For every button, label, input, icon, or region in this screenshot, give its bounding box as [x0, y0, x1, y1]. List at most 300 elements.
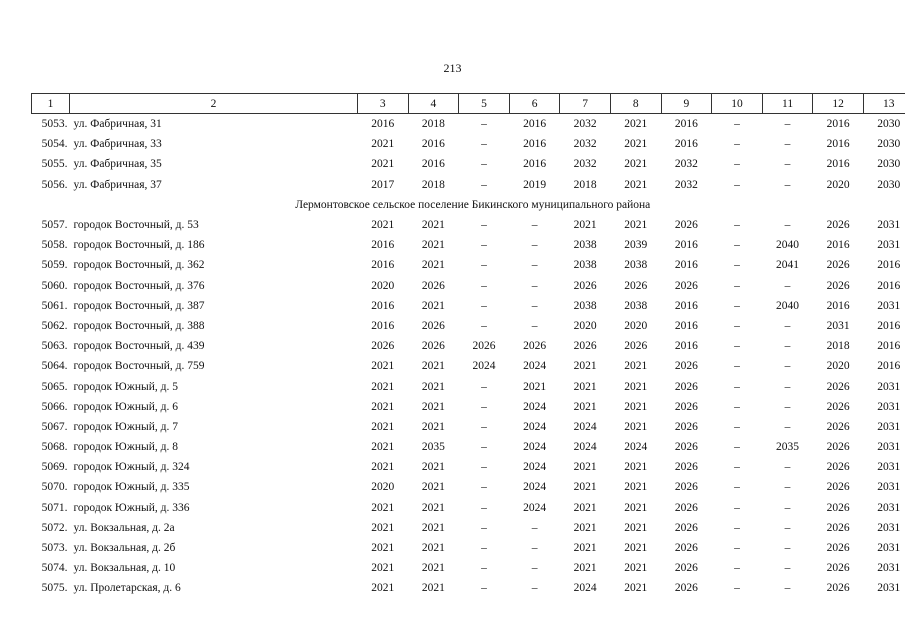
row-number: 5072. — [41, 521, 68, 534]
year-cell: 2021 — [573, 461, 597, 474]
year-cell: 2016 — [826, 138, 850, 151]
year-cell: 2038 — [573, 239, 597, 252]
year-cell: – — [531, 319, 538, 332]
year-cell: 2026 — [826, 562, 850, 575]
year-cell: 2021 — [624, 158, 648, 171]
year-cell: 2021 — [421, 542, 445, 555]
year-cell: – — [784, 501, 791, 514]
year-cell: – — [784, 340, 791, 353]
row-number: 5069. — [41, 461, 68, 474]
year-cell: – — [481, 219, 487, 232]
section-heading: Лермонтовское сельское поселение Бикинского муниципального района — [295, 198, 651, 211]
year-cell: 2021 — [421, 582, 445, 595]
table-row — [32, 356, 905, 376]
year-cell: 2026 — [674, 501, 698, 514]
row-number: 5058. — [41, 239, 68, 252]
year-cell: 2016 — [371, 319, 395, 332]
year-cell: 2016 — [421, 138, 445, 151]
year-cell: – — [481, 461, 487, 474]
year-cell: 2016 — [826, 158, 850, 171]
column-header: 8 — [610, 94, 661, 114]
year-cell: 2035 — [776, 441, 800, 454]
year-cell: – — [531, 299, 538, 312]
year-cell: 2021 — [371, 441, 395, 454]
year-cell: 2021 — [624, 542, 648, 555]
year-cell: 2024 — [573, 441, 597, 454]
year-cell: 2020 — [371, 481, 395, 494]
table-row — [32, 397, 905, 417]
row-number: 5061. — [41, 299, 68, 312]
year-cell: 2026 — [826, 501, 850, 514]
year-cell: 2026 — [421, 279, 445, 292]
year-cell: – — [784, 521, 791, 534]
address-cell: ул. Вокзальная, д. 2б — [73, 542, 176, 555]
row-number: 5060. — [41, 279, 68, 292]
address-cell: городок Восточный, д. 376 — [73, 279, 205, 292]
year-cell: – — [481, 319, 487, 332]
year-cell: 2026 — [826, 521, 850, 534]
year-cell: – — [481, 521, 487, 534]
year-cell: 2016 — [523, 118, 547, 131]
year-cell: 2016 — [877, 259, 901, 272]
year-cell: 2021 — [573, 400, 597, 413]
year-cell: 2020 — [826, 178, 850, 191]
year-cell: 2021 — [573, 219, 597, 232]
year-cell: 2031 — [877, 219, 901, 232]
year-cell: – — [481, 562, 487, 575]
table-row — [32, 417, 905, 437]
year-cell: 2021 — [573, 380, 597, 393]
row-number: 5059. — [41, 259, 68, 272]
year-cell: 2041 — [776, 259, 800, 272]
year-cell: – — [481, 420, 487, 433]
year-cell: 2032 — [573, 138, 597, 151]
year-cell: 2021 — [624, 562, 648, 575]
year-cell: 2020 — [573, 319, 597, 332]
year-cell: 2024 — [523, 441, 547, 454]
year-cell: 2016 — [371, 118, 395, 131]
address-cell: ул. Фабричная, 37 — [73, 178, 162, 191]
table-row — [32, 235, 905, 255]
year-cell: – — [531, 259, 538, 272]
column-header: 5 — [459, 94, 510, 114]
year-cell: 2018 — [573, 178, 597, 191]
repair-schedule-table — [31, 93, 905, 599]
address-cell: городок Восточный, д. 387 — [73, 299, 205, 312]
year-cell: 2021 — [371, 380, 395, 393]
year-cell: – — [784, 219, 791, 232]
year-cell: 2040 — [776, 239, 800, 252]
year-cell: 2026 — [826, 441, 850, 454]
year-cell: – — [734, 158, 740, 171]
year-cell: 2016 — [371, 239, 395, 252]
row-number: 5055. — [41, 158, 68, 171]
year-cell: 2026 — [573, 340, 597, 353]
row-number: 5073. — [41, 542, 68, 555]
year-cell: 2021 — [421, 380, 445, 393]
row-number: 5074. — [41, 562, 68, 575]
year-cell: 2026 — [674, 441, 698, 454]
year-cell: 2021 — [573, 562, 597, 575]
year-cell: 2016 — [371, 299, 395, 312]
year-cell: – — [784, 582, 791, 595]
year-cell: 2016 — [674, 239, 698, 252]
year-cell: – — [784, 138, 791, 151]
row-number: 5057. — [41, 219, 68, 232]
address-cell: городок Южный, д. 324 — [73, 461, 190, 474]
year-cell: – — [481, 400, 487, 413]
table-row — [32, 578, 905, 598]
row-number: 5066. — [41, 400, 68, 413]
year-cell: 2021 — [624, 400, 648, 413]
year-cell: 2016 — [877, 319, 901, 332]
table-row — [32, 437, 905, 457]
table-header-row — [32, 94, 905, 114]
year-cell: 2016 — [523, 138, 547, 151]
table-row — [32, 538, 905, 558]
year-cell: 2026 — [421, 340, 445, 353]
year-cell: 2026 — [674, 360, 698, 373]
year-cell: 2016 — [877, 340, 901, 353]
year-cell: 2021 — [421, 360, 445, 373]
year-cell: – — [734, 380, 740, 393]
row-number: 5053. — [41, 118, 68, 131]
year-cell: 2016 — [877, 279, 901, 292]
year-cell: 2026 — [674, 582, 698, 595]
year-cell: 2026 — [472, 340, 496, 353]
year-cell: 2031 — [877, 582, 901, 595]
year-cell: 2016 — [826, 299, 850, 312]
year-cell: 2021 — [624, 521, 648, 534]
year-cell: – — [531, 219, 538, 232]
year-cell: – — [734, 420, 740, 433]
year-cell: 2021 — [371, 360, 395, 373]
row-number: 5064. — [41, 360, 68, 373]
year-cell: 2038 — [624, 259, 648, 272]
table-row — [32, 255, 905, 275]
year-cell: 2024 — [573, 420, 597, 433]
year-cell: – — [784, 481, 791, 494]
address-cell: городок Южный, д. 6 — [73, 400, 178, 413]
year-cell: 2021 — [371, 138, 395, 151]
table-row — [32, 316, 905, 336]
year-cell: 2031 — [877, 481, 901, 494]
address-cell: городок Южный, д. 8 — [73, 441, 178, 454]
year-cell: 2021 — [421, 219, 445, 232]
year-cell: – — [784, 562, 791, 575]
year-cell: – — [784, 279, 791, 292]
year-cell: – — [481, 259, 487, 272]
year-cell: 2021 — [573, 360, 597, 373]
year-cell: – — [734, 441, 740, 454]
year-cell: 2026 — [624, 340, 648, 353]
year-cell: – — [734, 360, 740, 373]
year-cell: 2021 — [421, 259, 445, 272]
year-cell: 2016 — [523, 158, 547, 171]
table-row — [32, 336, 905, 356]
year-cell: – — [784, 158, 791, 171]
year-cell: – — [481, 299, 487, 312]
year-cell: 2031 — [877, 441, 901, 454]
year-cell: 2024 — [523, 400, 547, 413]
year-cell: 2016 — [421, 158, 445, 171]
address-cell: ул. Пролетарская, д. 6 — [73, 582, 181, 595]
row-number: 5054. — [41, 138, 68, 151]
row-number: 5065. — [41, 380, 68, 393]
table-row — [32, 457, 905, 477]
year-cell: 2039 — [624, 239, 648, 252]
year-cell: 2026 — [826, 259, 850, 272]
year-cell: 2021 — [573, 521, 597, 534]
year-cell: 2026 — [421, 319, 445, 332]
year-cell: 2021 — [421, 461, 445, 474]
row-number: 5063. — [41, 340, 68, 353]
year-cell: – — [784, 360, 791, 373]
year-cell: – — [734, 562, 740, 575]
year-cell: 2026 — [674, 542, 698, 555]
year-cell: 2021 — [624, 380, 648, 393]
address-cell: городок Южный, д. 336 — [73, 501, 190, 514]
year-cell: – — [734, 542, 740, 555]
table-row — [32, 376, 905, 396]
row-number: 5071. — [41, 501, 68, 514]
year-cell: 2021 — [624, 481, 648, 494]
address-cell: городок Южный, д. 335 — [73, 481, 190, 494]
year-cell: – — [481, 138, 487, 151]
year-cell: – — [481, 118, 487, 131]
year-cell: – — [784, 118, 791, 131]
year-cell: – — [481, 279, 487, 292]
year-cell: 2021 — [573, 481, 597, 494]
year-cell: 2038 — [573, 299, 597, 312]
year-cell: – — [734, 481, 740, 494]
year-cell: 2026 — [371, 340, 395, 353]
year-cell: 2031 — [877, 501, 901, 514]
year-cell: – — [531, 239, 538, 252]
year-cell: 2021 — [624, 582, 648, 595]
section-heading-row — [32, 195, 905, 215]
year-cell: 2026 — [674, 420, 698, 433]
year-cell: – — [734, 400, 740, 413]
year-cell: 2021 — [624, 178, 648, 191]
address-cell: городок Восточный, д. 186 — [73, 239, 205, 252]
year-cell: 2024 — [472, 360, 496, 373]
year-cell: 2026 — [674, 400, 698, 413]
year-cell: 2038 — [573, 259, 597, 272]
year-cell: 2021 — [523, 380, 547, 393]
year-cell: 2030 — [877, 118, 901, 131]
address-cell: городок Южный, д. 5 — [73, 380, 178, 393]
year-cell: 2026 — [826, 582, 850, 595]
year-cell: 2021 — [371, 400, 395, 413]
year-cell: 2019 — [523, 178, 547, 191]
page-number: 213 — [443, 61, 462, 75]
year-cell: 2030 — [877, 178, 901, 191]
year-cell: 2024 — [523, 420, 547, 433]
column-header: 9 — [661, 94, 712, 114]
year-cell: 2016 — [826, 239, 850, 252]
row-number: 5062. — [41, 319, 68, 332]
year-cell: 2031 — [877, 521, 901, 534]
year-cell: 2021 — [421, 420, 445, 433]
column-header: 1 — [32, 94, 70, 114]
year-cell: 2021 — [371, 420, 395, 433]
year-cell: 2031 — [877, 562, 901, 575]
year-cell: 2021 — [371, 562, 395, 575]
table-row — [32, 276, 905, 296]
year-cell: – — [784, 542, 791, 555]
year-cell: 2026 — [674, 380, 698, 393]
table-row — [32, 518, 905, 538]
year-cell: – — [734, 319, 740, 332]
year-cell: – — [531, 542, 538, 555]
year-cell: – — [734, 178, 740, 191]
table-row — [32, 114, 905, 135]
year-cell: 2021 — [421, 481, 445, 494]
column-header: 6 — [509, 94, 560, 114]
row-number: 5056. — [41, 178, 68, 191]
year-cell: – — [481, 239, 487, 252]
year-cell: 2026 — [674, 481, 698, 494]
year-cell: 2021 — [624, 219, 648, 232]
year-cell: 2026 — [826, 420, 850, 433]
year-cell: 2021 — [624, 501, 648, 514]
address-cell: ул. Фабричная, 35 — [73, 158, 162, 171]
year-cell: 2026 — [674, 562, 698, 575]
year-cell: – — [784, 461, 791, 474]
year-cell: – — [734, 501, 740, 514]
year-cell: – — [784, 420, 791, 433]
address-cell: городок Восточный, д. 362 — [73, 259, 205, 272]
year-cell: 2030 — [877, 138, 901, 151]
address-cell: городок Восточный, д. 388 — [73, 319, 205, 332]
year-cell: – — [784, 178, 791, 191]
year-cell: 2026 — [624, 279, 648, 292]
year-cell: 2026 — [674, 461, 698, 474]
year-cell: 2016 — [674, 259, 698, 272]
year-cell: 2021 — [573, 501, 597, 514]
column-header: 4 — [408, 94, 459, 114]
year-cell: – — [734, 259, 740, 272]
year-cell: 2030 — [877, 158, 901, 171]
year-cell: 2016 — [674, 299, 698, 312]
year-cell: 2021 — [624, 138, 648, 151]
year-cell: – — [734, 138, 740, 151]
year-cell: – — [481, 441, 487, 454]
year-cell: 2024 — [573, 582, 597, 595]
year-cell: 2031 — [877, 299, 901, 312]
year-cell: – — [531, 521, 538, 534]
year-cell: 2026 — [674, 521, 698, 534]
address-cell: городок Восточный, д. 439 — [73, 340, 205, 353]
year-cell: 2021 — [624, 420, 648, 433]
year-cell: 2021 — [371, 219, 395, 232]
year-cell: 2018 — [421, 178, 445, 191]
year-cell: 2016 — [674, 118, 698, 131]
table-row — [32, 134, 905, 154]
year-cell: 2021 — [421, 501, 445, 514]
address-cell: ул. Вокзальная, д. 2а — [73, 521, 175, 534]
year-cell: 2016 — [371, 259, 395, 272]
address-cell: ул. Вокзальная, д. 10 — [73, 562, 176, 575]
year-cell: – — [734, 582, 740, 595]
year-cell: 2021 — [371, 582, 395, 595]
row-number: 5067. — [41, 420, 68, 433]
year-cell: 2021 — [421, 400, 445, 413]
year-cell: 2021 — [371, 521, 395, 534]
year-cell: 2021 — [421, 299, 445, 312]
table-body — [32, 114, 905, 599]
year-cell: 2021 — [421, 562, 445, 575]
year-cell: 2020 — [826, 360, 850, 373]
table-row — [32, 477, 905, 497]
address-cell: ул. Фабричная, 33 — [73, 138, 162, 151]
row-number: 5070. — [41, 481, 68, 494]
year-cell: – — [784, 400, 791, 413]
year-cell: 2026 — [826, 461, 850, 474]
year-cell: – — [531, 279, 538, 292]
column-header: 2 — [70, 94, 358, 114]
row-number: 5068. — [41, 441, 68, 454]
year-cell: 2021 — [624, 360, 648, 373]
year-cell: 2018 — [826, 340, 850, 353]
column-header: 7 — [560, 94, 611, 114]
year-cell: – — [481, 158, 487, 171]
year-cell: 2020 — [371, 279, 395, 292]
year-cell: – — [734, 461, 740, 474]
year-cell: – — [481, 501, 487, 514]
year-cell: 2026 — [826, 481, 850, 494]
year-cell: – — [531, 582, 538, 595]
year-cell: 2031 — [826, 319, 850, 332]
year-cell: 2038 — [624, 299, 648, 312]
year-cell: 2021 — [421, 239, 445, 252]
table-row — [32, 558, 905, 578]
address-cell: городок Восточный, д. 759 — [73, 360, 205, 373]
year-cell: 2024 — [523, 360, 547, 373]
year-cell: – — [734, 219, 740, 232]
table-row — [32, 498, 905, 518]
year-cell: – — [734, 279, 740, 292]
year-cell: 2032 — [573, 118, 597, 131]
column-header: 13 — [863, 94, 905, 114]
year-cell: 2032 — [674, 158, 698, 171]
year-cell: 2016 — [674, 340, 698, 353]
address-cell: ул. Фабричная, 31 — [73, 118, 162, 131]
year-cell: – — [784, 380, 791, 393]
year-cell: 2021 — [624, 118, 648, 131]
year-cell: 2026 — [523, 340, 547, 353]
year-cell: – — [481, 380, 487, 393]
year-cell: 2018 — [421, 118, 445, 131]
year-cell: 2024 — [523, 501, 547, 514]
year-cell: 2026 — [826, 400, 850, 413]
year-cell: 2016 — [674, 138, 698, 151]
year-cell: – — [734, 118, 740, 131]
year-cell: 2031 — [877, 380, 901, 393]
address-cell: городок Южный, д. 7 — [73, 420, 178, 433]
column-header: 3 — [358, 94, 409, 114]
year-cell: – — [481, 481, 487, 494]
year-cell: 2021 — [371, 542, 395, 555]
year-cell: 2024 — [624, 441, 648, 454]
year-cell: – — [481, 542, 487, 555]
year-cell: – — [531, 562, 538, 575]
year-cell: 2026 — [826, 219, 850, 232]
year-cell: 2021 — [421, 521, 445, 534]
row-number: 5075. — [41, 582, 68, 595]
column-header: 11 — [762, 94, 813, 114]
